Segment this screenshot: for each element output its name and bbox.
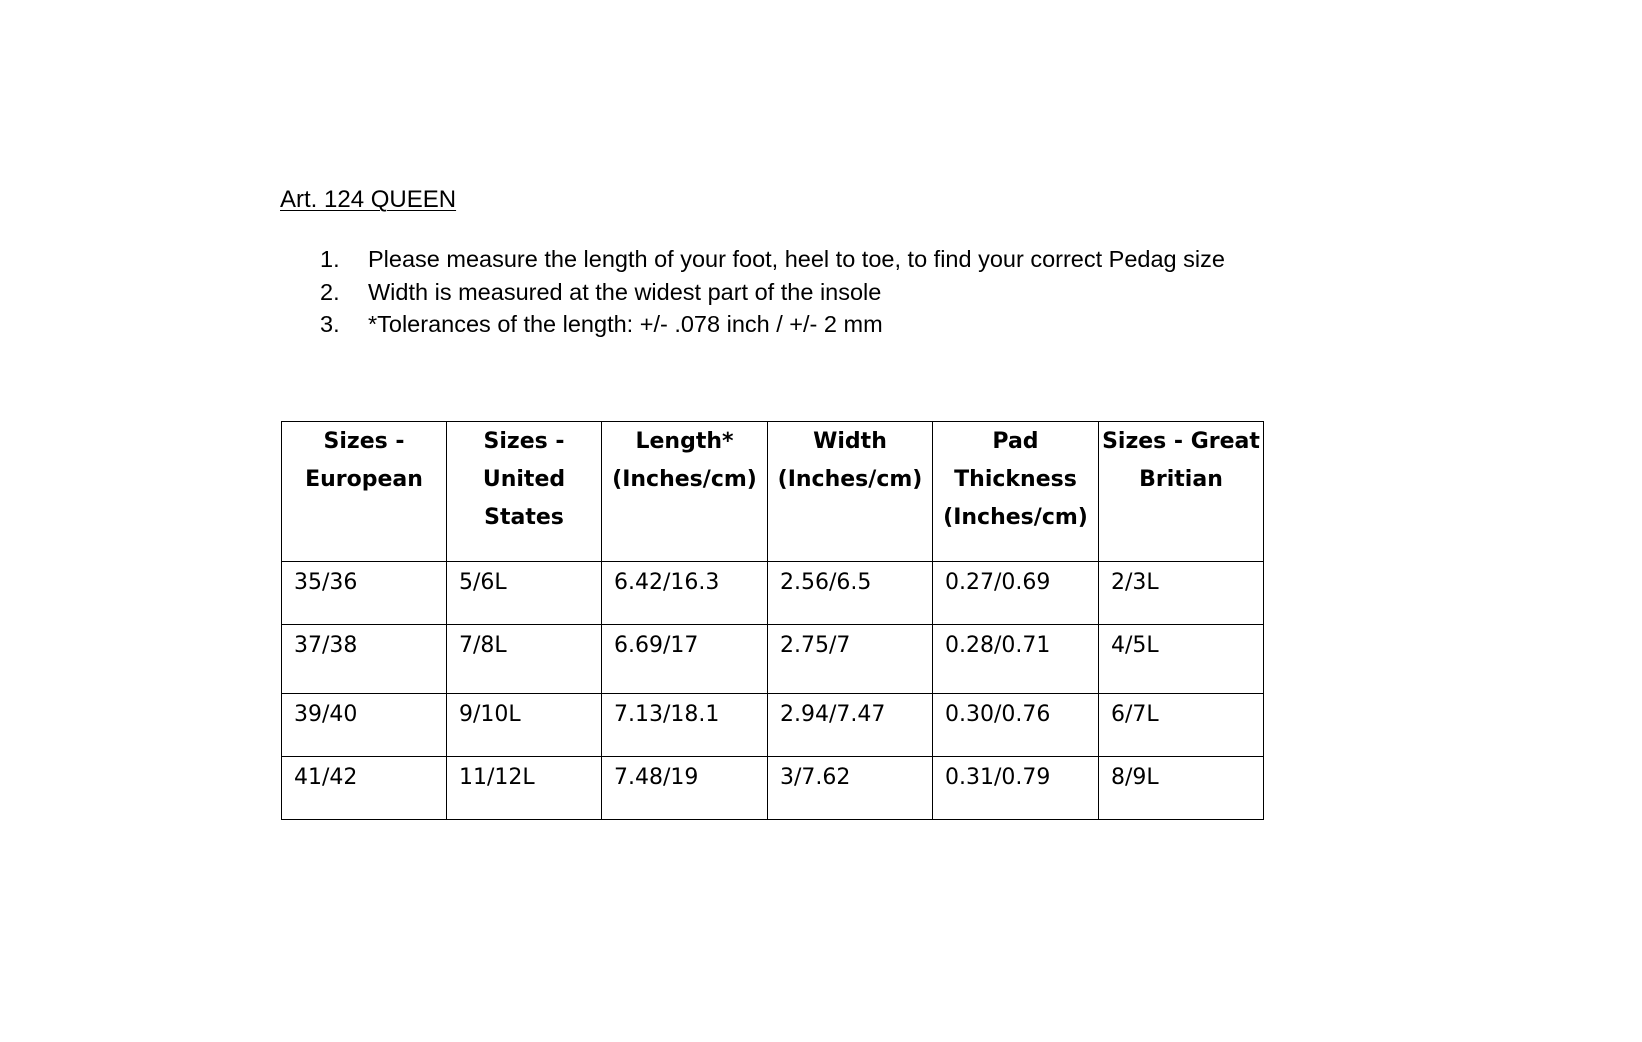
table-cell: 2.56/6.5 (768, 562, 933, 625)
header-line: Sizes - (483, 429, 565, 454)
header-line: European (305, 467, 423, 492)
table-cell: 7.13/18.1 (602, 694, 768, 757)
header-length (602, 422, 768, 562)
table-cell: 7.48/19 (602, 757, 768, 820)
table-cell: 35/36 (282, 562, 447, 625)
header-width (768, 422, 933, 562)
header-line: Sizes - (323, 429, 405, 454)
table-row (282, 625, 1264, 694)
table-cell: 6/7L (1099, 694, 1264, 757)
table-cell: 6.69/17 (602, 625, 768, 694)
instruction-text: Width is measured at the widest part of the insole (368, 278, 882, 305)
instruction-list (320, 243, 1225, 341)
instruction-item (320, 243, 1225, 276)
table-cell: 7/8L (447, 625, 602, 694)
table-cell: 0.27/0.69 (933, 562, 1099, 625)
header-line: (Inches/cm) (777, 467, 923, 492)
instruction-text: *Tolerances of the length: +/- .078 inch / +/- 2 mm (368, 311, 883, 337)
table-cell: 0.28/0.71 (933, 625, 1099, 694)
size-chart-table (281, 421, 1264, 820)
table-cell: 11/12L (447, 757, 602, 820)
header-sizes-united-states (447, 422, 602, 562)
header-line: (Inches/cm) (612, 467, 757, 492)
instruction-item (320, 276, 1225, 309)
table-row (282, 694, 1264, 757)
instruction-item (320, 308, 1225, 341)
table-cell: 0.30/0.76 (933, 694, 1099, 757)
table-cell: 41/42 (282, 757, 447, 820)
table-header-row (282, 422, 1264, 562)
table-cell: 37/38 (282, 625, 447, 694)
header-line: Pad (992, 429, 1039, 454)
instruction-text: Please measure the length of your foot, heel to toe, to find your correct Pedag size (368, 246, 1225, 272)
instruction-number: 3. (320, 311, 340, 337)
header-line: (Inches/cm) (943, 505, 1088, 530)
table-cell: 39/40 (282, 694, 447, 757)
table-cell: 5/6L (447, 562, 602, 625)
header-line: States (484, 505, 564, 530)
table-row (282, 757, 1264, 820)
table-row (282, 562, 1264, 625)
header-line: Width (813, 429, 887, 454)
header-pad-thickness (933, 422, 1099, 562)
table-cell: 9/10L (447, 694, 602, 757)
table-cell: 2.94/7.47 (768, 694, 933, 757)
header-line: Length* (635, 429, 734, 454)
header-line: United (482, 467, 566, 492)
document-title: Art. 124 QUEEN (280, 186, 457, 213)
header-line: Thickness (954, 467, 1077, 492)
table-cell: 8/9L (1099, 757, 1264, 820)
header-sizes-great-britain (1099, 422, 1264, 562)
header-sizes-european (282, 422, 447, 562)
header-line: Sizes - Great (1102, 429, 1260, 454)
header-line: Britian (1139, 467, 1223, 492)
table-cell: 2.75/7 (768, 625, 933, 694)
table-cell: 6.42/16.3 (602, 562, 768, 625)
table-cell: 2/3L (1099, 562, 1264, 625)
table-cell: 4/5L (1099, 625, 1264, 694)
instruction-number: 2. (320, 278, 340, 305)
table-cell: 3/7.62 (768, 757, 933, 820)
table-cell: 0.31/0.79 (933, 757, 1099, 820)
instruction-number: 1. (320, 246, 340, 272)
